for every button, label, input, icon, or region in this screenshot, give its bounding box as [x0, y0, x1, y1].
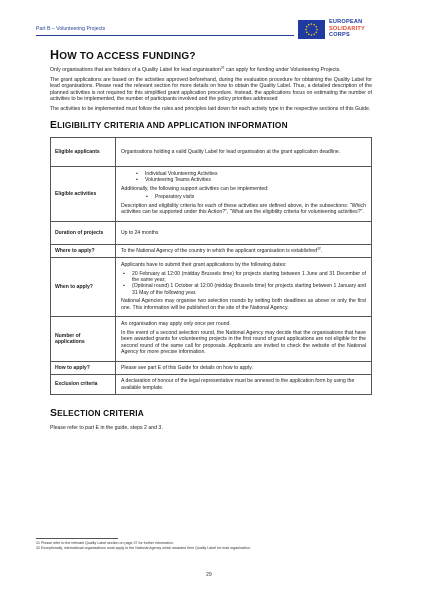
table-value: An organisation may apply only once per round. In the event of a second selection round, the National Agency may decide that the organisations that have been awarded grants for volunteering projects in the first round of grant applications are not eligible for the second round of the same call for proposals. Applicants are invited to check the website of the National Agency for more precise information. [116, 317, 372, 362]
table-row [51, 221, 372, 244]
footnote-32: 32 Exceptionally, international organisations must apply to the National Agency which awarded their Quality Label for lead organisation. [36, 546, 251, 551]
table-value: ▪ Individual Volunteering Activities ▪ Volunteering Teams Activities Additionally, the following support activities can be implemented: ▪ Preparatory visits Description and eligibility criteria for each of these activities are defined above, in the subsections: “Which activities can be supported under this Action?”, “What are the eligibility criteria for volunteering activities?”. [116, 167, 372, 222]
table-label: Number of applications [51, 317, 116, 362]
section-title-selection: SELECTION CRITERIA [50, 407, 144, 419]
logo-line-1: EUROPEAN [329, 19, 363, 25]
section-title-eligibility: ELIGIBILITY CRITERIA AND APPLICATION INFORMATION [50, 120, 288, 131]
table-row [51, 244, 372, 257]
footnotes [36, 541, 376, 551]
list-item: ▪ Preparatory visits [121, 194, 366, 200]
footnote-31: 31 Please refer to the relevant Quality Label section on page 37 for further information. [36, 541, 174, 545]
table-label: How to apply? [51, 361, 116, 374]
table-value: Please see part E of this Guide for details on how to apply. [116, 361, 372, 374]
table-value: To the National Agency of the country in which the applicant organisation is established$^{32}$. [116, 244, 372, 257]
page-content [50, 48, 372, 434]
table-value: Up to 24 months [116, 221, 372, 244]
table-label: Eligible applicants [51, 138, 116, 167]
table-row [51, 317, 372, 362]
paragraph-grant-applications: The grant applications are based on the activities approved beforehand, during the evaluation procedure for obtaining the Quality Label for lead organisations. Please read the relevant section for more details on how to obtain the Quality Label. Thus, a detailed description of the planned activities is not required for this simplified grant application procedure. Instead, the applications focus on estimating the number of activities to be implemented, the number of participants involved and the policy priorities addressed [50, 76, 372, 102]
table-value: Organisations holding a valid Quality Label for lead organisation at the grant application deadline. [116, 138, 372, 167]
paragraph-activities-rules: The activities to be implemented must follow the rules and principles laid down for each activity type in the respective sections of this Guide. [50, 105, 371, 112]
table-label: Exclusion criteria [51, 375, 116, 395]
section-title-funding: HOW TO ACCESS FUNDING? [50, 48, 196, 62]
table-row [51, 138, 372, 167]
list-item: ▪ 20 February at 12:00 (midday Brussels time) for projects starting between 1 June and 31 December of the same year; [121, 271, 366, 284]
esc-logo [298, 18, 398, 42]
table-label: Duration of projects [51, 221, 116, 244]
page-header [0, 0, 424, 50]
table-row [51, 258, 372, 317]
table-label: Where to apply? [51, 244, 116, 257]
support-activity-list [121, 194, 366, 200]
activity-list [121, 171, 366, 184]
eu-flag-icon [298, 20, 325, 39]
deadline-list [121, 271, 366, 297]
table-row [51, 167, 372, 222]
running-header: Part B – Volunteering Projects [36, 26, 106, 32]
logo-wordmark [329, 19, 365, 39]
table-row [51, 361, 372, 374]
header-rule [36, 35, 294, 36]
table-label: Eligible activities [51, 167, 116, 222]
list-item: ▪ (Optional round) 1 October at 12:00 (midday Brussels time) for projects starting between 1 January and 31 May of the following year. [121, 283, 366, 296]
list-item: ▪ Volunteering Teams Activities [121, 177, 366, 183]
list-item: ▪ Individual Volunteering Activities [121, 171, 366, 177]
footnote-ref: 31 [220, 65, 225, 70]
table-value: Applicants have to submit their grant applications by the following dates: ▪ 20 February at 12:00 (midday Brussels time) for projects starting between 1 June and 31 December of the same year; ▪ (Optional round) 1 October at 12:00 (midday Brussels time) for projects starting between 1 January and 31 May of the following year. National Agencies may organise two selection rounds by setting both deadlines as above or only the first one. This information will be published on the site of the National Agency. [116, 258, 372, 317]
paragraph-selection: Please refer to part E in the guide, steps 2 and 3. [50, 424, 163, 431]
footnote-rule [36, 538, 118, 539]
table-row [51, 375, 372, 395]
logo-line-2: SOLIDARITY [329, 25, 365, 32]
eligibility-table [50, 137, 372, 395]
logo-line-3: CORPS [329, 32, 350, 39]
footnote-ref: 32 [316, 246, 321, 251]
paragraph-quality-label: Only organisations that are holders of a Quality Label for lead organisation$^{31}$ can apply for funding under Volunteering Projects. [50, 65, 341, 73]
page-number: 29 [206, 572, 212, 578]
table-label: When to apply? [51, 258, 116, 317]
table-value: A declaration of honour of the legal representative must be annexed to the application form by using the available template. [116, 375, 372, 395]
